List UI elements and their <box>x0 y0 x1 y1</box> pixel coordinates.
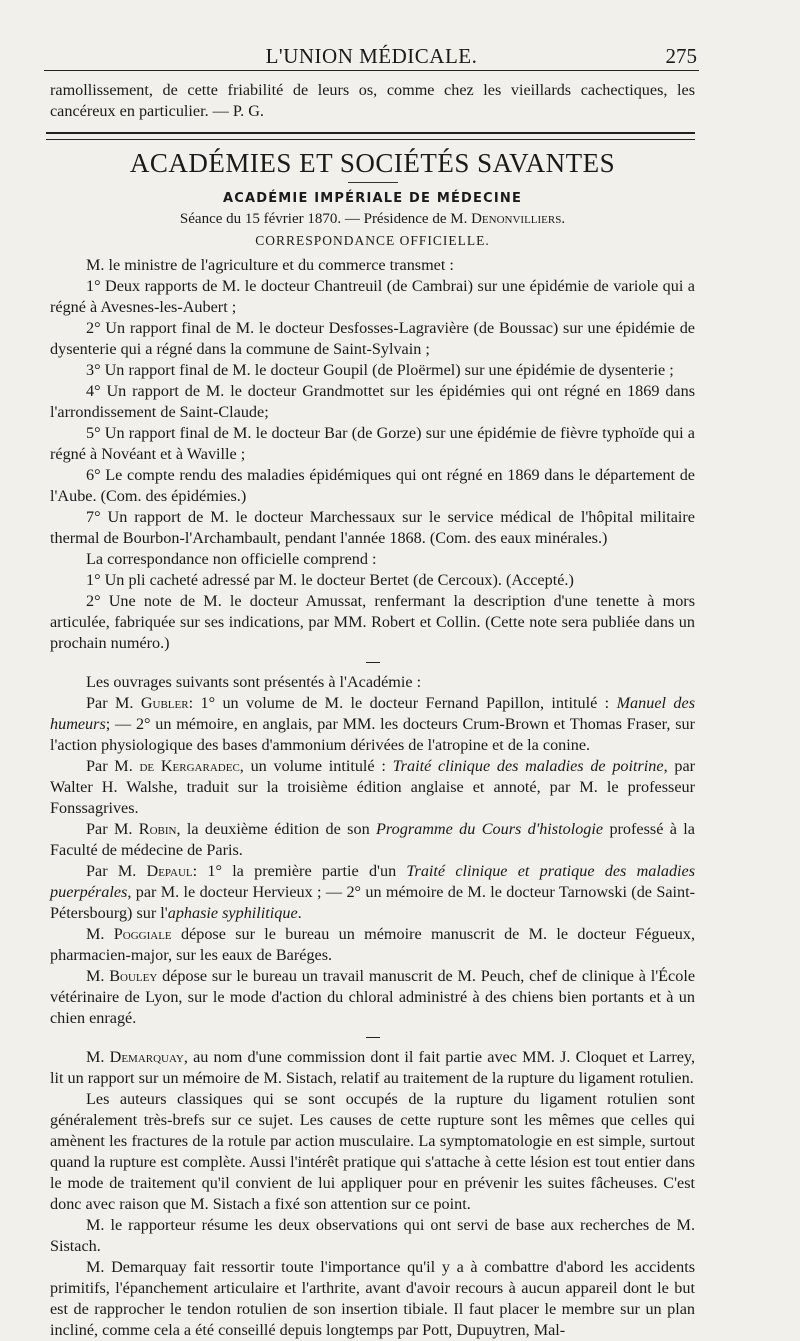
president-name: Denonvilliers. <box>471 211 566 227</box>
text: , la deuxième édition de son <box>176 820 370 839</box>
paragraph: M. Demarquay fait ressortir toute l'importance qu'il y a à combattre d'abord les accidents primitifs, l'épanchement articulaire et l'arthrite, avant d'avoir recours à aucun appareil dont le but est de rapprocher le tendon rotulien de son insertion tibiale. Il faut placer le membre sur un plan incliné, comme cela a été conseillé depuis longtemps par Pott, Dupuytren, Mal- <box>50 1258 695 1340</box>
page-number: 275 <box>665 44 697 68</box>
paragraph <box>50 861 695 924</box>
text: , un volume intitulé : <box>239 757 386 776</box>
person-name: Poggiale <box>113 925 172 944</box>
seance-line <box>50 209 695 229</box>
person-name: Robin <box>138 820 177 839</box>
title-italic: Traité clinique des maladies de poitrine <box>392 757 664 776</box>
title-italic: Programme du Cours d'histologie <box>376 820 604 839</box>
academy-heading: ACADÉMIE IMPÉRIALE DE MÉDECINE <box>222 191 523 206</box>
text: Par M. <box>86 862 137 881</box>
text: M. <box>86 967 105 986</box>
text: Par M. <box>86 757 133 776</box>
intro-paragraph: ramollissement, de cette friabilité de leurs os, comme chez les vieillards cachectiques, les cancéreux en particulier. — P. G. <box>50 81 695 120</box>
text: : 1° un volume de M. le docteur Fernand Papillon, intitulé : <box>188 694 610 713</box>
paragraph <box>50 924 695 966</box>
person-name: Bouley <box>109 967 158 986</box>
person-name: Demarquay <box>109 1048 184 1067</box>
article-body <box>50 80 695 1341</box>
text: Par M. <box>86 820 133 839</box>
paragraph: 2° Un rapport final de M. le docteur Desfosses-Lagravière (de Boussac) sur une épidémie de dysenterie qui a régné dans la commune de Saint-Sylvain ; <box>50 319 695 358</box>
section-title: ACADÉMIES ET SOCIÉTÉS SAVANTES <box>129 148 616 178</box>
paragraph <box>50 966 695 1029</box>
paragraph: Les ouvrages suivants sont présentés à l'Académie : <box>86 673 422 692</box>
text: dépose sur le bureau un mémoire manuscrit de M. le docteur Fégueux, pharmacien-major, sur les eaux de Baréges. <box>50 925 696 965</box>
separator-dash <box>366 662 380 663</box>
text: , par Walter H. Walshe, traduit sur la troisième édition anglaise et annoté, par M. le professeur Fonssagrives. <box>50 757 696 818</box>
paragraph: 2° Une note de M. le docteur Amussat, renfermant la description d'une tenette à mors articulée, fabriquée sur ses indications, par MM. Robert et Collin. (Cette note sera publiée dans un prochain numéro.) <box>50 592 695 652</box>
title-rule <box>348 182 398 183</box>
title-italic: Traité clinique et pratique des maladies puerpérales <box>50 862 696 902</box>
paragraph: 1° Deux rapports de M. le docteur Chantreuil (de Cambrai) sur une épidémie de variole qui a régné à Avesnes-les-Aubert ; <box>50 277 695 316</box>
paragraph: La correspondance non officielle comprend : <box>86 550 377 568</box>
text: Par M. <box>86 694 134 713</box>
text: , par M. le docteur Hervieux ; — 2° un mémoire de M. le docteur Tarnowski (de Saint-Pétersbourg) sur l' <box>50 883 695 923</box>
paragraph <box>50 819 695 861</box>
running-header <box>44 40 699 71</box>
seance-text: Séance du 15 février 1870. — Présidence de M. <box>179 211 468 227</box>
journal-title: L'UNION MÉDICALE. <box>265 44 478 68</box>
correspondance-heading: CORRESPONDANCE OFFICIELLE. <box>255 233 490 248</box>
person-name: Gubler <box>140 694 189 713</box>
paragraph <box>50 756 695 819</box>
text: M. <box>86 925 105 944</box>
text: , au nom d'une commission dont il fait partie avec MM. J. Cloquet et Larrey, lit un rapport sur un mémoire de M. Sistach, relatif au traitement de la rupture du ligament rotulien. <box>50 1048 695 1088</box>
person-name: Depaul <box>146 862 193 881</box>
paragraph: 6° Le compte rendu des maladies épidémiques qui ont régné en 1869 dans le département de l'Aube. (Com. des épidémies.) <box>50 466 695 505</box>
text: : 1° la première partie d'un <box>192 862 397 881</box>
paragraph: 3° Un rapport final de M. le docteur Goupil (de Ploërmel) sur une épidémie de dysenterie ; <box>86 361 674 379</box>
paragraph: 1° Un pli cacheté adressé par M. le docteur Bertet (de Cercoux). (Accepté.) <box>86 571 574 589</box>
paragraph: Les auteurs classiques qui se sont occupés de la rupture du ligament rotulien sont généralement très-brefs sur ce sujet. Les causes de cette rupture sont les mêmes que celles qui amènent les fractures de la rotule par action musculaire. La symptomatologie en est simple, surtout quand la rupture est complète. Aussi l'intérêt pratique qui s'attache à cette lésion est tout entier dans le mode de traitement qu'il convient de lui appliquer pour en prévenir les suites fâcheuses. C'est donc avec raison que M. Sistach a fixé son attention sur ce point. <box>50 1090 695 1214</box>
paragraph <box>50 693 695 756</box>
paragraph: 7° Un rapport de M. le docteur Marchessaux sur le service médical de l'hôpital militaire thermal de Bourbon-l'Archambault, pendant l'année 1868. (Com. des eaux minérales.) <box>50 508 695 547</box>
paragraph: 4° Un rapport de M. le docteur Grandmottet sur les épidémies qui ont régné en 1869 dans l'arrondissement de Saint-Claude; <box>50 382 695 421</box>
text: professé à la Faculté de médecine de Paris. <box>50 820 695 860</box>
paragraph <box>50 1047 695 1089</box>
text: dépose sur le bureau un travail manuscrit de M. Peuch, chef de clinique à l'École vétérinaire de Lyon, sur le mode d'action du chloral administré à des chiens bien portants et à un chien enragé. <box>50 967 696 1028</box>
person-name: de Kergaradec <box>139 757 240 776</box>
text: ; — 2° un mémoire, en anglais, par MM. les docteurs Crum-Brown et Thomas Fraser, sur l'action physiologique des bases d'ammonium dérivées de l'atropine et de la conine. <box>50 715 695 755</box>
section-divider <box>46 132 695 140</box>
text: . <box>297 904 302 923</box>
paragraph: 5° Un rapport final de M. le docteur Bar (de Gorze) sur une épidémie de fièvre typhoïde qui a régné à Novéant et à Waville ; <box>50 424 695 463</box>
paragraph: M. le rapporteur résume les deux observations qui ont servi de base aux recherches de M. Sistach. <box>50 1216 695 1256</box>
title-italic: aphasie syphilitique <box>167 904 298 923</box>
title-italic: Manuel des humeurs <box>50 694 695 734</box>
text: M. <box>86 1048 105 1067</box>
paragraph: M. le ministre de l'agriculture et du commerce transmet : <box>86 256 454 274</box>
separator-dash <box>366 1037 380 1038</box>
